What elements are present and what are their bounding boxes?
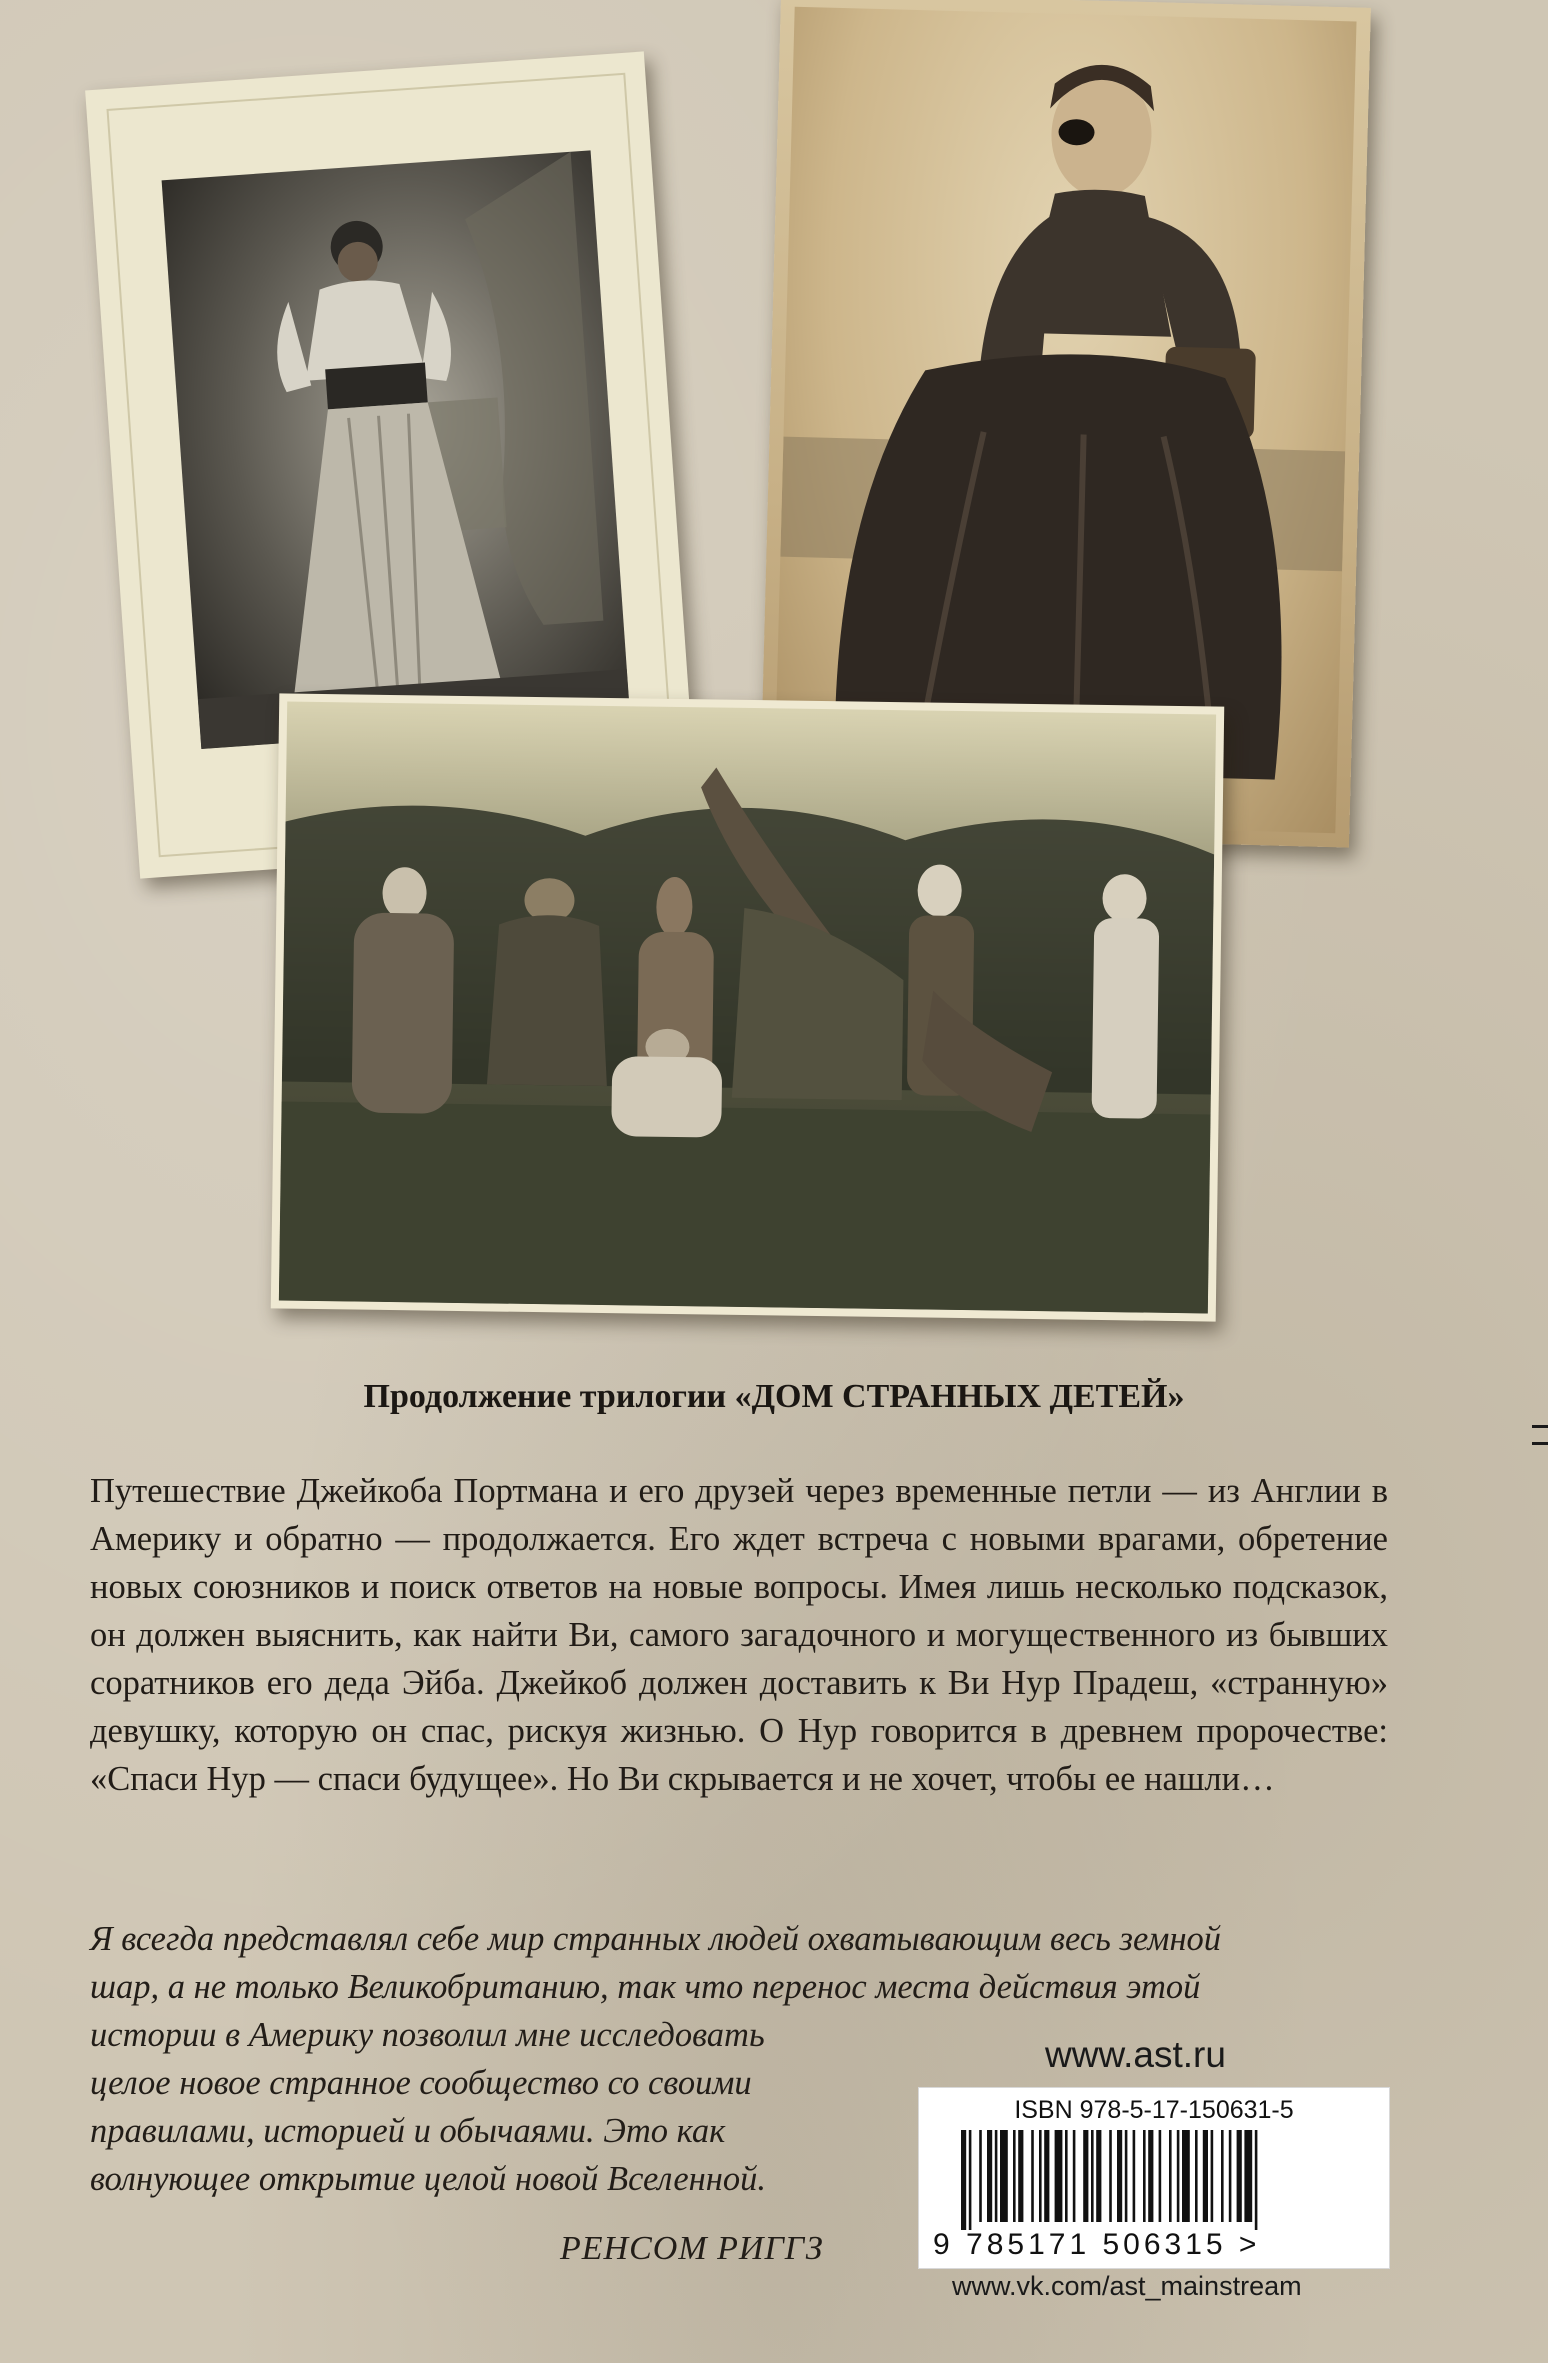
barcode-bar [1096,2130,1101,2222]
barcode-bar [969,2130,972,2230]
costumed-group-figures [279,702,1216,1314]
barcode-bar [1133,2130,1136,2222]
barcode-bar [1073,2130,1076,2222]
barcode-bar [1000,2130,1008,2222]
barcode-bar [1117,2130,1122,2222]
barcode-bar [961,2130,966,2230]
barcode-bar [1083,2130,1088,2222]
isbn-number: ISBN 978-5-17-150631-5 [1014,2096,1294,2124]
quote-line: волнующее открытие целой новой Вселенной. [90,2160,767,2198]
barcode-bar [1237,2130,1242,2222]
barcode-bar [1244,2130,1252,2222]
photo-print [162,150,631,749]
barcode-bar [1159,2130,1162,2222]
quote-line: шар, а не только Великобританию, так что перенос места действия этой [90,1968,1201,2006]
standing-woman-figure [162,150,631,749]
barcode-bar [995,2130,998,2222]
barcode-bar [1255,2130,1258,2230]
barcode-bar [1148,2130,1153,2222]
photo-print [279,702,1216,1314]
quote-line: целое новое странное сообщество со своими [90,2064,752,2102]
barcode-bar [1013,2130,1016,2222]
quote-line: правилами, историей и обычаями. Это как [90,2112,726,2150]
quote-line: Я всегда представлял себе мир странных людей охватывающим весь земной [90,1920,1222,1958]
barcode-bar [1143,2130,1146,2222]
barcode-bar [1055,2130,1063,2222]
series-heading: Продолжение трилогии «ДОМ СТРАННЫХ ДЕТЕЙ» [363,1378,1185,1415]
barcode-bar [1169,2130,1172,2222]
barcode-bar [979,2130,982,2222]
barcode-bar [1065,2130,1068,2222]
barcode-bar [1182,2130,1190,2222]
publisher-website: www.ast.ru [1045,2034,1226,2075]
publisher-social-link: www.vk.com/ast_mainstream [952,2271,1302,2301]
barcode-bar [987,2130,992,2222]
barcode-bar [1211,2130,1214,2222]
barcode-bar [1229,2130,1232,2222]
edge-mark [1532,1425,1548,1445]
quote-line: истории в Америку позволил мне исследовать [90,2016,765,2054]
barcode-bar [1221,2130,1224,2222]
barcode-bar [1044,2130,1049,2222]
barcode-bar [1177,2130,1180,2222]
photo-costumed-group [271,693,1224,1321]
barcode-bar [1195,2130,1198,2222]
book-synopsis: Путешествие Джейкоба Портмана и его друзей через временные петли — из Англии в Америку и обратно — продолжается. Его ждет встреча с новыми врагами, обретение новых союзников и поиск ответов на новые вопросы. Имея лишь несколько подсказок, он должен выяснить, как найти Ви, самого загадочного и могущественного из бывших соратников его деда Эйба. Джейкоб должен доставить к Ви Нур Прадеш, «странную» девушку, которую он спас, рискуя жизнью. О Нур говорится в древнем пророчестве: «Спаси Нур — спаси будущее». Но Ви скрывается и не хочет, чтобы ее нашли… [90,1472,1388,1798]
barcode-bar [1018,2130,1023,2222]
barcode-digits: 9 785171 506315 > [933,2228,1261,2261]
barcode-bar [1039,2130,1042,2222]
quote-author: РЕНСОМ РИГГЗ [560,2230,824,2267]
barcode-bar [1203,2130,1208,2222]
barcode-bar [1031,2130,1034,2222]
barcode-bar [1109,2130,1112,2222]
barcode-bar [1091,2130,1094,2222]
barcode-bar [1125,2130,1128,2222]
isbn-barcode [918,2087,1390,2269]
barcode-bars [961,2130,1341,2230]
